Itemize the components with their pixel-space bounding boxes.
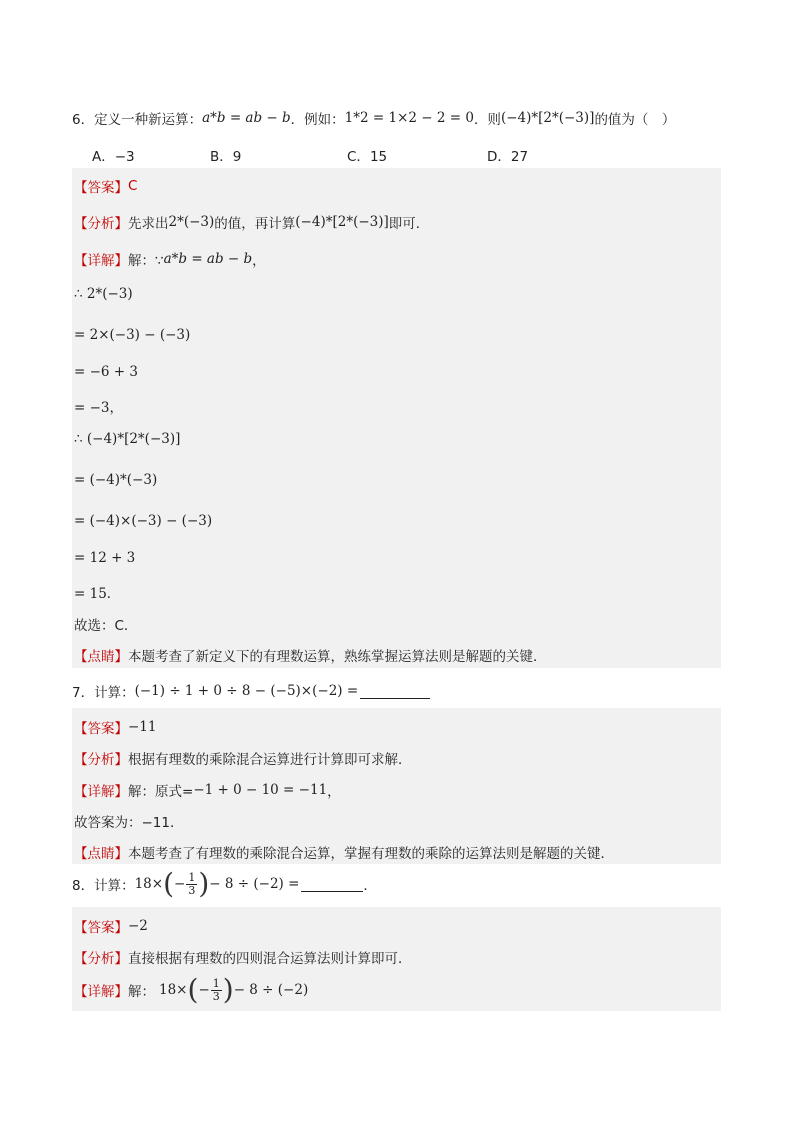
q6-example-label: ．例如： <box>290 112 345 128</box>
q6-answer: 【答案】 C <box>74 178 138 196</box>
q6-step-8: = 12 + 3 <box>74 550 136 566</box>
q6-analysis: 【分析】 先求出 2*(−3) 的值，再计算 (−4)*[2*(−3)] 即可． <box>74 214 430 232</box>
q6-choose: 故选：C． <box>74 618 138 634</box>
q6-stem-text: 定义一种新运算： <box>94 112 203 128</box>
q8-analysis: 【分析】 直接根据有理数的四则混合运算法则计算即可． <box>74 951 412 967</box>
q6-comment: 【点睛】 本题考查了新定义下的有理数运算，熟练掌握运算法则是解题的关键． <box>74 649 547 665</box>
q8-stem: 8． 计算： 18× ( − $\frac{1}{3}$ ) − 8 ÷ (−2) = ． <box>72 867 377 900</box>
q6-option-d: D．27 <box>487 149 529 165</box>
q6-step-3: = −6 + 3 <box>74 364 138 380</box>
q7-detail: 【详解】 解：原式= −1 + 0 − 10 = −11 ， <box>74 782 341 800</box>
q6-step-4: = −3， <box>74 400 124 416</box>
q6-step-1: ∴ 2*(−3) <box>74 286 133 302</box>
q7-stem: 7． 计算： (−1) ÷ 1 + 0 ÷ 8 − (−5)×(−2) = <box>72 681 430 701</box>
q8-answer: 【答案】 −2 <box>74 918 148 936</box>
q6-step-7: = (−4)×(−3) − (−3) <box>74 513 213 529</box>
q8-answer-blank[interactable] <box>301 877 363 892</box>
q6-step-9: = 15． <box>74 586 121 602</box>
q7-answer-blank[interactable] <box>360 684 430 699</box>
q6-step-5: ∴ (−4)*[2*(−3)] <box>74 431 181 447</box>
q8-detail: 【详解】 解： 18× ( − $\frac{1}{3}$ ) − 8 ÷ (−2) <box>74 973 309 1006</box>
q6-definition: a*b = ab − b <box>202 110 291 126</box>
q6-option-a: A．−3 <box>92 149 135 165</box>
q8-fraction: $\frac{1}{3}$ <box>188 870 196 897</box>
q6-example: 1*2 = 1×2 − 2 = 0 <box>344 110 474 126</box>
q7-comment: 【点睛】 本题考查了有理数的乘除混合运算，掌握有理数的乘除的运算法则是解题的关键． <box>74 846 614 862</box>
q6-then: ．则 <box>473 112 501 128</box>
q8-detail-fraction: $\frac{1}{3}$ <box>212 976 220 1003</box>
q6-number: 6． <box>72 112 95 128</box>
q6-option-c: C．15 <box>347 149 388 165</box>
q7-answer: 【答案】 −11 <box>74 719 157 737</box>
q7-expression: (−1) ÷ 1 + 0 ÷ 8 − (−5)×(−2) = <box>134 683 359 699</box>
q6-ask: 的值为（ ） <box>594 112 676 128</box>
q7-final: 故答案为：−11． <box>74 815 184 831</box>
q6-step-6: = (−4)*(−3) <box>74 472 158 488</box>
q6-detail: 【详解】 解：∵ a*b = ab − b ， <box>74 251 266 269</box>
q6-stem <box>72 108 675 128</box>
q6-option-b: B．9 <box>210 149 242 165</box>
q7-analysis: 【分析】 根据有理数的乘除混合运算进行计算即可求解． <box>74 752 412 768</box>
q6-solution-box <box>72 168 721 668</box>
q6-step-2: = 2×(−3) − (−3) <box>74 327 191 343</box>
q6-expression: (−4)*[2*(−3)] <box>500 110 595 126</box>
